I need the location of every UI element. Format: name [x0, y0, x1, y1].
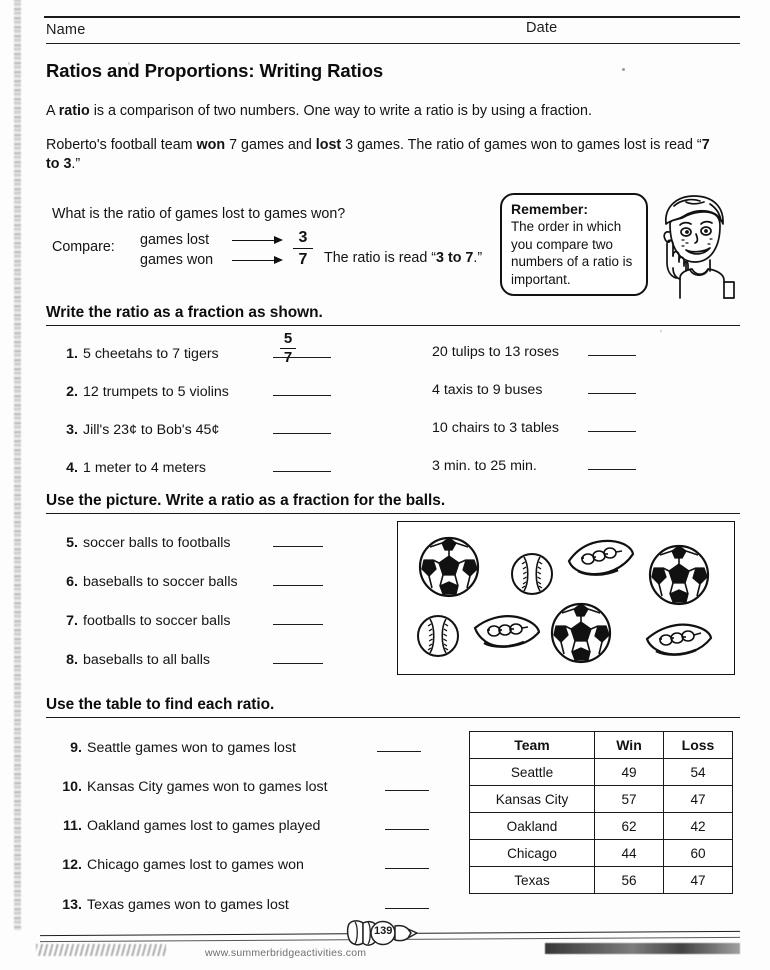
answer-blank-4[interactable]	[273, 470, 331, 472]
answer-blank-3[interactable]	[273, 432, 331, 434]
column-header-win: Win	[595, 732, 664, 759]
scan-binding-artifact	[14, 0, 21, 930]
cell-team: Chicago	[470, 840, 595, 867]
table-row	[470, 840, 733, 867]
compare-term-denominator: games won	[140, 252, 214, 268]
question-item-12	[50, 857, 429, 873]
compare-label: Compare:	[52, 239, 115, 255]
intro-example-story	[46, 136, 711, 174]
compare-term-numerator: games lost	[140, 232, 210, 248]
item-number: 3.	[66, 422, 78, 438]
question-item-r3	[432, 420, 636, 436]
football-icon	[644, 618, 714, 658]
intro-text-b: is a comparison of two numbers. One way to write a ratio is by using a fraction.	[89, 103, 592, 119]
reading-text-a: The ratio is read “	[324, 250, 437, 266]
balls-picture-box	[397, 521, 735, 675]
item-text: 20 tulips to 13 roses	[432, 344, 559, 360]
footer-smudge-right	[545, 943, 740, 954]
soccer-ball-icon	[648, 544, 710, 606]
reading-ratio: 3 to 7	[436, 250, 474, 266]
story-keyword-lost: lost	[315, 137, 342, 153]
section2-heading: Use the picture. Write a ratio as a fraction for the balls.	[46, 492, 446, 509]
item-text: Oakland games lost to games played	[87, 818, 321, 834]
column-header-loss: Loss	[664, 732, 733, 759]
section-table-ratio	[46, 696, 740, 717]
item-text: Chicago games lost to games won	[87, 857, 304, 873]
answer-blank-7[interactable]	[273, 623, 323, 625]
item-text: Kansas City games won to games lost	[87, 779, 328, 795]
name-date-header	[46, 22, 740, 46]
arrow-right-icon	[232, 254, 288, 266]
item-text: 4 taxis to 9 buses	[432, 382, 543, 398]
answer-blank-6[interactable]	[273, 584, 323, 586]
team-records-table	[469, 731, 733, 894]
intro-definition	[46, 102, 706, 121]
cell-win: 62	[595, 813, 664, 840]
football-icon	[566, 538, 636, 578]
compare-fraction-denominator: 7	[298, 251, 308, 268]
arrow-right-icon	[232, 234, 288, 246]
section1-rule	[46, 325, 740, 326]
item-number: 11.	[63, 818, 82, 834]
question-item-11	[50, 818, 429, 834]
scan-speck	[622, 68, 625, 71]
footer-smudge-left	[36, 944, 166, 956]
item-text: 12 trumpets to 5 violins	[83, 384, 229, 400]
item-number: 12.	[62, 857, 82, 873]
compare-fraction	[292, 228, 314, 269]
section2-rule	[46, 513, 740, 514]
story-text-b: 7 games and	[225, 137, 316, 153]
cell-win: 56	[595, 867, 664, 894]
item-number: 8.	[66, 652, 78, 668]
question-item-4	[62, 460, 331, 476]
cell-loss: 47	[664, 867, 733, 894]
baseball-icon	[510, 552, 554, 596]
answer-blank-9[interactable]	[377, 750, 421, 752]
compare-row-top	[140, 230, 294, 250]
compare-question: What is the ratio of games lost to games won?	[52, 206, 346, 222]
cell-win: 49	[595, 759, 664, 786]
item-text: soccer balls to footballs	[83, 535, 231, 551]
cell-loss: 42	[664, 813, 733, 840]
cell-win: 57	[595, 786, 664, 813]
story-text-d: .”	[71, 156, 81, 172]
answer-blank-11[interactable]	[385, 828, 429, 830]
compare-reading-text	[324, 250, 482, 266]
remember-body: The order in which you compare two numbers of a ratio is important.	[511, 219, 633, 287]
item-number: 4.	[66, 460, 78, 476]
item-text: 1 meter to 4 meters	[83, 460, 207, 476]
answer-blank-r3[interactable]	[588, 430, 636, 432]
item-text: footballs to soccer balls	[83, 613, 231, 629]
page-title: Ratios and Proportions: Writing Ratios	[46, 60, 384, 81]
football-icon	[472, 610, 542, 650]
compare-row-bottom	[140, 250, 294, 270]
answer-blank-r2[interactable]	[588, 392, 636, 394]
answer-blank-2[interactable]	[273, 394, 331, 396]
section-picture-ratio	[46, 492, 740, 513]
answer-blank-12[interactable]	[385, 867, 429, 869]
name-label: Name	[46, 22, 86, 38]
section3-heading: Use the table to find each ratio.	[46, 696, 275, 713]
item-text: 5 cheetahs to 7 tigers	[83, 346, 219, 362]
question-item-13	[50, 897, 429, 913]
table-row	[470, 867, 733, 894]
baseball-icon	[416, 614, 460, 658]
cell-team: Seattle	[470, 759, 595, 786]
answer-blank-5[interactable]	[273, 545, 323, 547]
item-number: 1.	[66, 346, 78, 362]
item-number: 2.	[66, 384, 78, 400]
item-number: 5.	[66, 535, 78, 551]
example-numerator: 5	[283, 330, 293, 347]
remember-heading: Remember:	[511, 201, 589, 217]
cell-loss: 60	[664, 840, 733, 867]
story-keyword-won: won	[196, 137, 226, 153]
answer-blank-13[interactable]	[385, 907, 429, 909]
answer-blank-r4[interactable]	[588, 468, 636, 470]
item-number: 13.	[62, 897, 82, 913]
cell-win: 44	[595, 840, 664, 867]
item-number: 9.	[70, 740, 82, 756]
boy-illustration-icon	[640, 190, 736, 302]
cell-team: Kansas City	[470, 786, 595, 813]
question-item-1	[62, 346, 331, 362]
table-row	[470, 759, 733, 786]
header-top-rule	[44, 16, 740, 18]
remember-callout	[500, 193, 648, 296]
question-item-8	[62, 652, 323, 668]
intro-keyword-ratio: ratio	[58, 103, 90, 119]
section3-rule	[46, 717, 740, 718]
compare-terms	[140, 230, 294, 270]
table-row	[470, 786, 733, 813]
question-item-3	[62, 422, 331, 438]
answer-blank-r1[interactable]	[588, 354, 636, 356]
question-item-7	[62, 613, 323, 629]
cell-team: Texas	[470, 867, 595, 894]
story-text-c: 3 games. The ratio of games won to games lost is read “	[341, 137, 702, 153]
item-text: baseballs to all balls	[83, 652, 210, 668]
item-text: Seattle games won to games lost	[87, 740, 296, 756]
item-number: 6.	[66, 574, 78, 590]
answer-blank-10[interactable]	[385, 789, 429, 791]
item-text: 10 chairs to 3 tables	[432, 420, 559, 436]
item-text: baseballs to soccer balls	[83, 574, 238, 590]
story-ratio-reading: 7 to 3	[46, 137, 710, 172]
answer-blank-8[interactable]	[273, 662, 323, 664]
reading-text-b: .”	[473, 250, 483, 266]
question-item-r4	[432, 458, 636, 474]
question-item-5	[62, 535, 323, 551]
item-text: Jill's 23¢ to Bob's 45¢	[83, 422, 220, 438]
cell-loss: 47	[664, 786, 733, 813]
item-number: 7.	[66, 613, 78, 629]
soccer-ball-icon	[550, 602, 612, 664]
date-label: Date	[526, 20, 558, 36]
fraction-bar	[293, 248, 313, 249]
site-url: www.summerbridgeactivities.com	[205, 947, 367, 959]
question-item-6	[62, 574, 323, 590]
question-item-r1	[432, 344, 636, 360]
soccer-ball-icon	[418, 536, 480, 598]
item-text: 3 min. to 25 min.	[432, 458, 537, 474]
scan-speck	[660, 330, 662, 332]
answer-blank-1[interactable]	[273, 356, 331, 358]
question-item-r2	[432, 382, 636, 398]
item-number: 10.	[62, 779, 82, 795]
table-header-row	[470, 732, 733, 759]
example-denominator: 7	[283, 349, 293, 366]
question-item-9	[58, 740, 421, 756]
item-text: Texas games won to games lost	[87, 897, 289, 913]
table-row	[470, 813, 733, 840]
question-item-10	[50, 779, 429, 795]
name-date-rule	[46, 43, 740, 44]
intro-text-a: A	[46, 103, 59, 119]
compare-fraction-numerator: 3	[298, 229, 308, 246]
section-write-ratio	[46, 304, 740, 325]
cell-team: Oakland	[470, 813, 595, 840]
cell-loss: 54	[664, 759, 733, 786]
story-text-a: Roberto's football team	[46, 137, 197, 153]
section1-heading: Write the ratio as a fraction as shown.	[46, 304, 323, 321]
question-item-2	[62, 384, 331, 400]
page-number: 139	[374, 925, 393, 937]
column-header-team: Team	[470, 732, 595, 759]
